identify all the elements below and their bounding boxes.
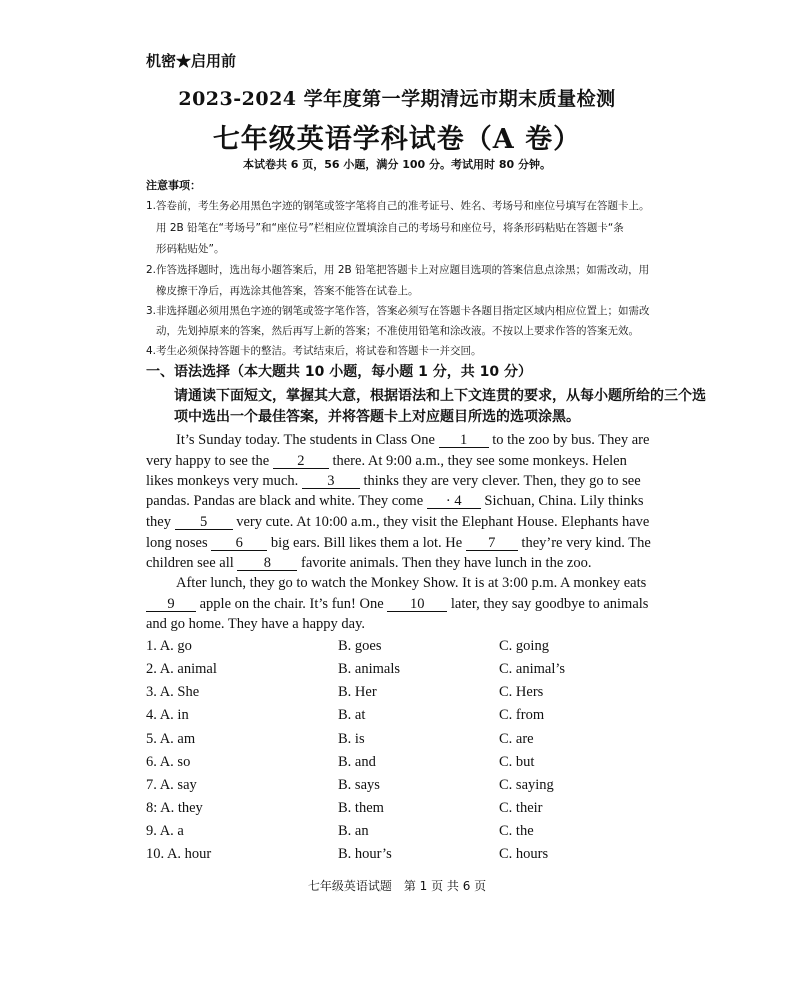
passage-line-5: they 5 very cute. At 10:00 a.m., they visit the Elephant House. Elephants have [146, 514, 650, 530]
option-9-a: 9. A. a [146, 823, 184, 839]
option-5-a: 5. A. am [146, 731, 196, 747]
option-1-c: C. going [499, 638, 549, 654]
section-instruction-2: 项中选出一个最佳答案，并将答题卡上对应题目所选的选项涂黑。 [174, 409, 580, 425]
note-3-line-1: 3.非选择题必须用黑色字迹的钢笔或签字笔作答，答案必须写在答题卡各题目指定区域内相应位置上；如需改 [146, 305, 650, 317]
option-7-a: 7. A. say [146, 777, 197, 793]
option-5-c: C. are [499, 731, 534, 747]
blank-3: 3 [302, 474, 360, 489]
passage-line-10: and go home. They have a happy day. [146, 616, 366, 632]
passage-line-4: pandas. Pandas are black and white. They come · 4 Sichuan, China. Lily thinks [146, 493, 644, 509]
note-2-line-2: 橡皮擦干净后，再选涂其他答案，答案不能答在试卷上。 [156, 285, 419, 297]
option-8-b: B. them [338, 800, 384, 816]
option-10-b: B. hour’s [338, 846, 392, 862]
exam-info: 本试卷共 6 页，56 小题，满分 100 分。考试用时 80 分钟。 [242, 158, 552, 171]
option-1-a: 1. A. go [146, 638, 192, 654]
paper-title: 七年级英语学科试卷（A 卷） [212, 124, 582, 155]
passage-line-6: long noses 6 big ears. Bill likes them a lot. He 7 they’re very kind. The [146, 535, 651, 551]
option-3-b: B. Her [338, 684, 377, 700]
option-4-c: C. from [499, 707, 545, 723]
exam-title: 2023-2024 学年度第一学期清远市期末质量检测 [178, 88, 616, 110]
note-2-line-1: 2.作答选择题时，选出每小题答案后，用 2B 铅笔把答题卡上对应题目选项的答案信息点涂黑；如需改动，用 [146, 264, 650, 276]
option-6-a: 6. A. so [146, 754, 191, 770]
blank-5: 5 [175, 515, 233, 530]
notes-heading: 注意事项： [146, 179, 201, 192]
passage-line-1: It’s Sunday today. The students in Class One 1 to the zoo by bus. They are [176, 432, 650, 448]
option-3-a: 3. A. She [146, 684, 200, 700]
blank-4: · 4 [427, 494, 481, 509]
blank-8: 8 [237, 556, 297, 571]
passage-line-8: After lunch, they go to watch the Monkey Show. It is at 3:00 p.m. A monkey eats [176, 575, 647, 591]
option-9-b: B. an [338, 823, 369, 839]
option-3-c: C. Hers [499, 684, 544, 700]
note-1-line-2: 用 2B 铅笔在“考场号”和“座位号”栏相应位置填涂自己的考场号和座位号，将条形码粘贴在答题卡“条 [156, 222, 624, 234]
option-9-c: C. the [499, 823, 534, 839]
blank-10: 10 [387, 597, 447, 612]
option-4-a: 4. A. in [146, 707, 189, 723]
page-footer: 七年级英语试题 第 1 页 共 6 页 [307, 879, 487, 893]
option-6-c: C. but [499, 754, 535, 770]
blank-2: 2 [273, 454, 329, 469]
passage-line-3: likes monkeys very much. 3 thinks they are very clever. Then, they go to see [146, 473, 641, 489]
section-heading: 一、语法选择（本大题共 10 小题，每小题 1 分，共 10 分） [146, 364, 532, 380]
option-5-b: B. is [338, 731, 365, 747]
option-7-c: C. saying [499, 777, 554, 793]
note-4: 4.考生必须保持答题卡的整洁。考试结束后，将试卷和答题卡一并交回。 [146, 345, 482, 357]
blank-1: 1 [439, 433, 489, 448]
blank-9: 9 [146, 597, 196, 612]
option-10-a: 10. A. hour [146, 846, 212, 862]
option-6-b: B. and [338, 754, 376, 770]
passage-line-7: children see all 8 favorite animals. Then they have lunch in the zoo. [146, 555, 592, 571]
option-8-a: 8: A. they [146, 800, 203, 816]
note-1-line-3: 形码粘贴处”。 [156, 243, 225, 255]
option-8-c: C. their [499, 800, 543, 816]
option-1-b: B. goes [338, 638, 382, 654]
blank-6: 6 [211, 536, 267, 551]
blank-7: 7 [466, 536, 518, 551]
section-instruction-1: 请通读下面短文，掌握其大意，根据语法和上下文连贯的要求，从每小题所给的三个选 [174, 388, 706, 404]
option-2-b: B. animals [338, 661, 401, 677]
passage-line-2: very happy to see the 2 there. At 9:00 a.m., they see some monkeys. Helen [146, 453, 627, 469]
confidential-label: 机密★启用前 [146, 52, 237, 70]
option-7-b: B. says [338, 777, 380, 793]
option-4-b: B. at [338, 707, 366, 723]
option-2-a: 2. A. animal [146, 661, 217, 677]
note-3-line-2: 动，先划掉原来的答案，然后再写上新的答案；不准使用铅笔和涂改液。不按以上要求作答的答案无效。 [156, 325, 639, 337]
option-2-c: C. animal’s [499, 661, 566, 677]
option-10-c: C. hours [499, 846, 549, 862]
passage-line-9: 9 apple on the chair. It’s fun! One 10 later, they say goodbye to animals [146, 596, 648, 613]
note-1-line-1: 1.答卷前，考生务必用黑色字迹的钢笔或签字笔将自己的准考证号、姓名、考场号和座位号填写在答题卡上。 [146, 200, 650, 212]
